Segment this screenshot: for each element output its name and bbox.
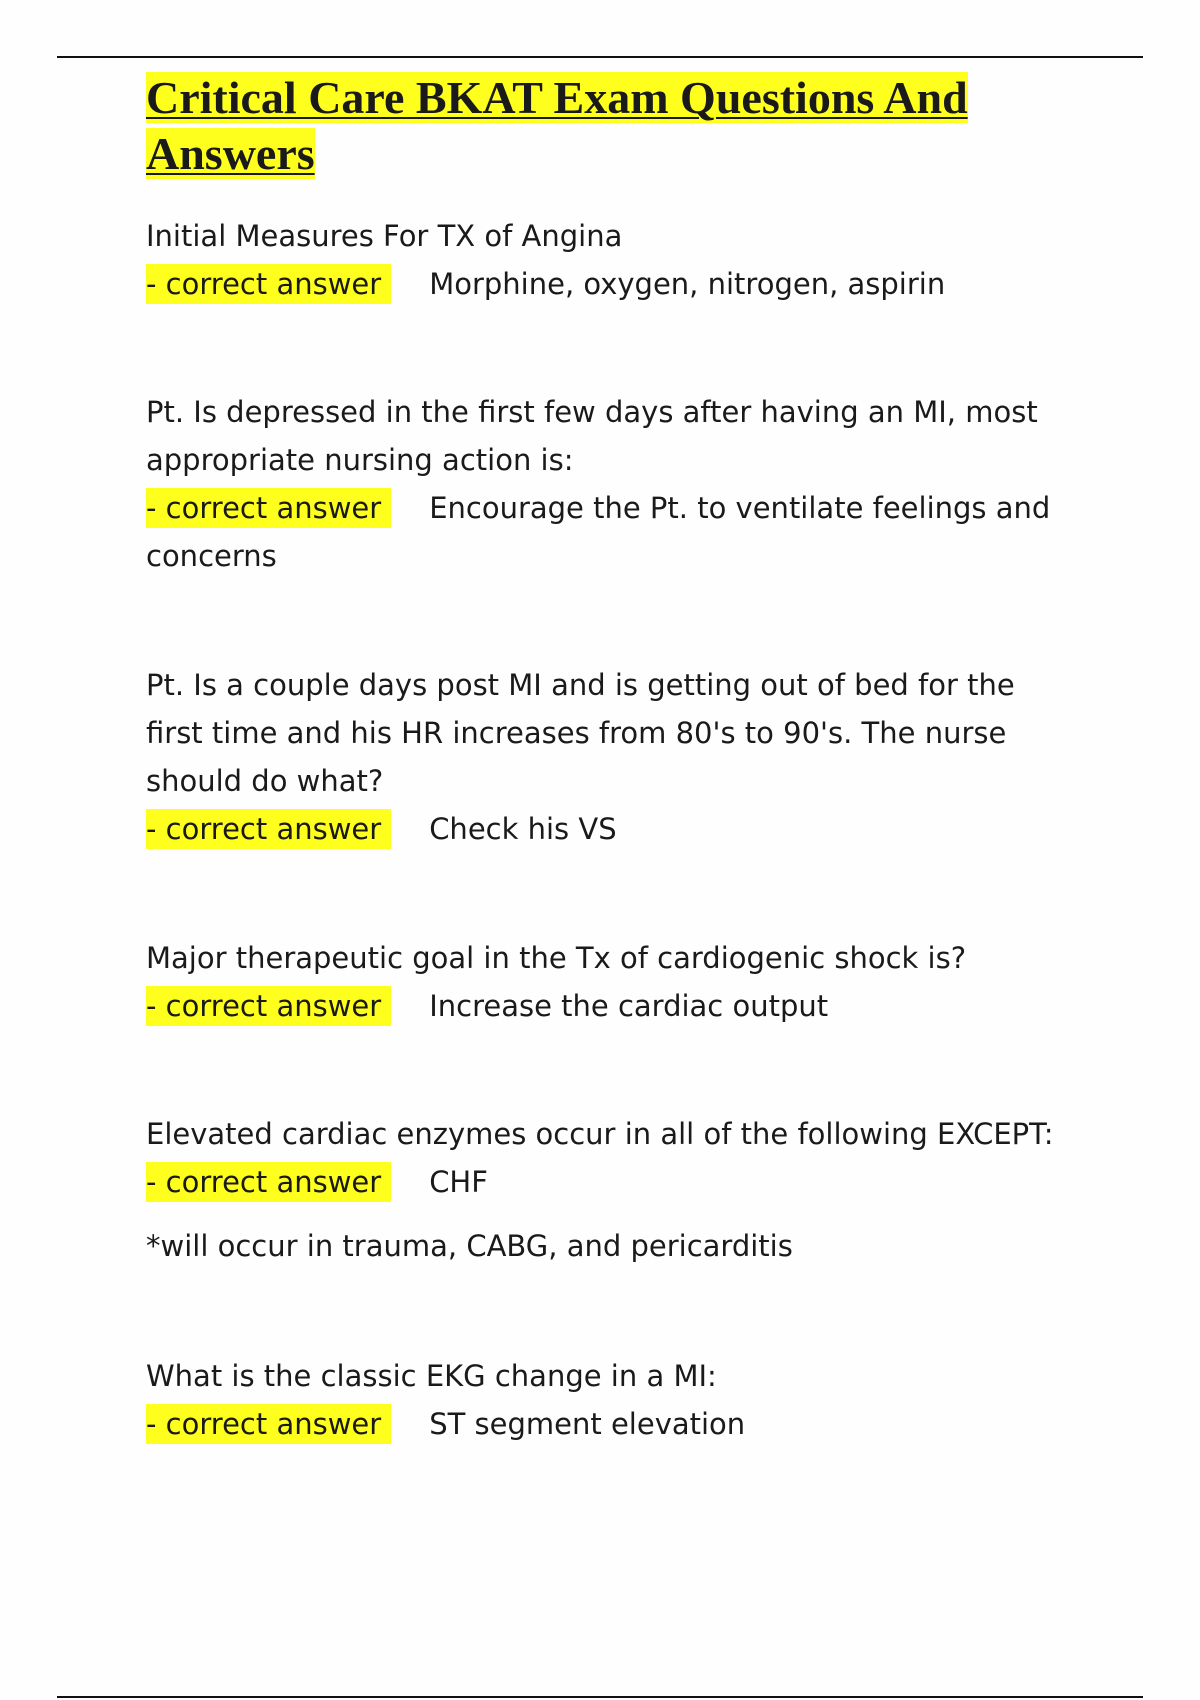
correct-answer-label: - correct answer	[146, 809, 391, 849]
answer-text: ST segment elevation	[429, 1407, 746, 1441]
question-text: Major therapeutic goal in the Tx of cardiogenic shock is?	[146, 941, 967, 975]
correct-answer-label: - correct answer	[146, 264, 391, 304]
answer-line	[146, 1400, 1066, 1448]
bottom-rule	[57, 1696, 1143, 1698]
answer-line	[146, 260, 1066, 308]
answer-line	[146, 1158, 1066, 1206]
question-text: Elevated cardiac enzymes occur in all of the following EXCEPT:	[146, 1117, 1054, 1151]
answer-text: CHF	[429, 1165, 488, 1199]
answer-text: Increase the cardiac output	[429, 989, 829, 1023]
top-rule	[57, 56, 1143, 58]
qa-item-6	[146, 1352, 1066, 1448]
answer-text: Encourage the Pt. to ventilate feelings and concerns	[146, 491, 1051, 573]
answer-text: Check his VS	[429, 812, 617, 846]
answer-note: *will occur in trauma, CABG, and pericarditis	[146, 1229, 793, 1263]
document-title-text: Critical Care BKAT Exam Questions And Answers	[146, 72, 968, 179]
correct-answer-label: - correct answer	[146, 488, 391, 528]
correct-answer-label: - correct answer	[146, 986, 391, 1026]
correct-answer-label: - correct answer	[146, 1162, 391, 1202]
answer-text: Morphine, oxygen, nitrogen, aspirin	[429, 267, 946, 301]
answer-line	[146, 484, 1066, 580]
question-text: What is the classic EKG change in a MI:	[146, 1359, 717, 1393]
correct-answer-label: - correct answer	[146, 1404, 391, 1444]
document-body	[146, 70, 1066, 1441]
qa-item-1	[146, 212, 1066, 308]
document-title	[146, 70, 1066, 182]
answer-line	[146, 805, 1066, 853]
qa-item-3	[146, 661, 1066, 853]
answer-line	[146, 982, 1066, 1030]
qa-item-4	[146, 934, 1066, 1030]
qa-item-2	[146, 388, 1066, 580]
question-text: Pt. Is depressed in the first few days after having an MI, most appropriate nursing action is:	[146, 395, 1038, 477]
question-text: Pt. Is a couple days post MI and is getting out of bed for the first time and his HR increases from 80's to 90's. The nurse should do what?	[146, 668, 1015, 798]
qa-item-5	[146, 1110, 1066, 1270]
question-text: Initial Measures For TX of Angina	[146, 219, 623, 253]
